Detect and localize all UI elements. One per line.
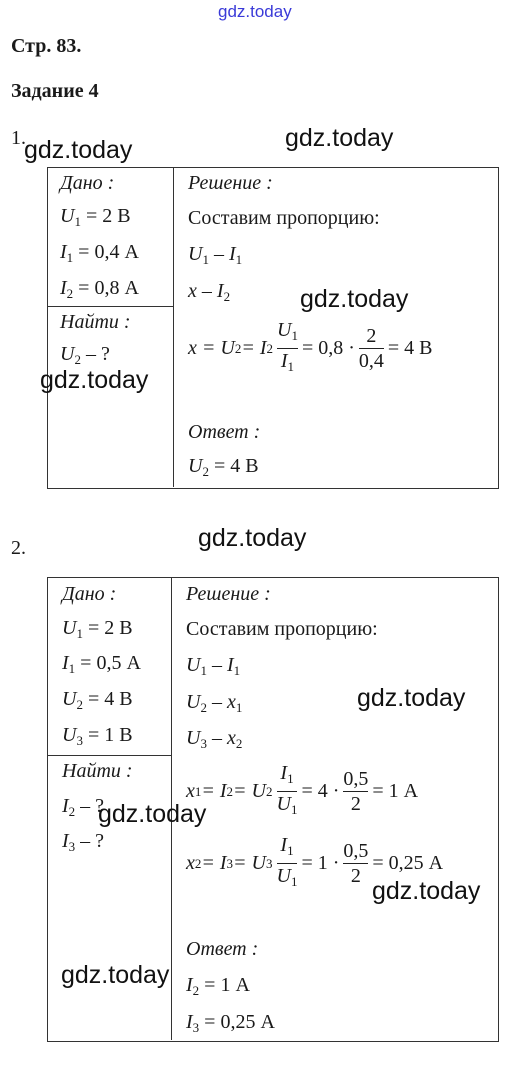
problem1-solution-label: Решение : [188,172,273,194]
watermark-top: gdz.today [218,2,292,21]
problem1-given-item: $I_1 = 0,4$ А [60,241,139,265]
watermark: gdz.today [24,136,133,164]
watermark: gdz.today [40,366,149,394]
problem2-formula-2: x 2 = I 3 = U 3 $\frac{I_1}{U_1}$ = 1 · $\frac{0,5}{2}$ = 0,25 А [186,833,443,894]
problem1-find-item: $U_2$ – ? [60,343,110,367]
problem2-find-item: $I_2$ – ? [62,795,105,819]
problem1-answer-label: Ответ : [188,421,261,443]
fraction: $\frac{I_1}{U_1}$ [276,762,298,817]
problem2-given-divider [47,755,171,756]
problem1-find-label: Найти : [60,311,131,333]
problem2-answer: $I_2 = 1$ А [186,974,250,998]
problem1-answer: $U_2 = 4$ В [188,455,259,479]
problem1-proportion-row: x – $I_2$ [188,280,231,304]
watermark: gdz.today [285,124,394,152]
watermark: gdz.today [372,877,481,905]
problem1-given-item: $I_2 = 0,8$ А [60,277,139,301]
problem2-intro: Составим пропорцию: [186,618,378,640]
problem1-number: 1. [11,127,26,149]
page-reference: Стр. 83. [11,35,82,57]
problem2-given-item: $U_3 = 1$ В [62,724,133,748]
problem2-given-item: $U_2 = 4$ В [62,688,133,712]
watermark: gdz.today [300,285,409,313]
problem2-proportion-row: $U_1 - I_1$ [186,654,241,678]
problem2-given-item: $U_1 = 2$ В [62,617,133,641]
fraction: $\frac{0,5}{2}$ [343,768,369,815]
problem2-proportion-row: $U_2 - x_1$ [186,691,243,715]
problem2-find-item: $I_3$ – ? [62,830,105,854]
problem2-given-label: Дано : [62,583,117,605]
problem2-solution-label: Решение : [186,583,271,605]
problem1-given-item: $U_1 = 2$ В [60,205,131,229]
task-title: Задание 4 [11,80,99,102]
fraction: $\frac{U_1}{I_1}$ [276,319,298,374]
watermark: gdz.today [198,524,307,552]
problem1-given-divider [47,306,173,307]
fraction: $\frac{I_1}{U_1}$ [276,834,298,889]
problem2-find-label: Найти : [62,760,133,782]
problem1-intro: Составим пропорцию: [188,207,380,229]
problem1-given-label: Дано : [60,172,115,194]
problem2-formula-1: x 1 = I 2 = U 2 $\frac{I_1}{U_1}$ = 4 · $\frac{0,5}{2}$ = 1 А [186,761,418,822]
problem2-answer: $I_3 = 0,25$ А [186,1011,275,1035]
problem2-number: 2. [11,537,26,559]
watermark: gdz.today [357,684,466,712]
watermark: gdz.today [61,961,170,989]
problem2-answer-label: Ответ : [186,938,259,960]
problem1-proportion-row: $U_1 - I_1$ [188,243,243,267]
fraction: $\frac{0,5}{2}$ [343,840,369,887]
fraction: $\frac{2}{0,4}$ [358,325,384,372]
problem1-formula: x = U 2 = I 2 $\frac{U_1}{I_1}$ = 0,8 · $\frac{2}{0,4}$ = 4 В [188,318,433,379]
watermark: gdz.today [98,800,207,828]
problem1-divider [173,167,174,487]
problem2-proportion-row: $U_3 - x_2$ [186,727,243,751]
problem2-given-item: $I_1 = 0,5$ А [62,652,141,676]
